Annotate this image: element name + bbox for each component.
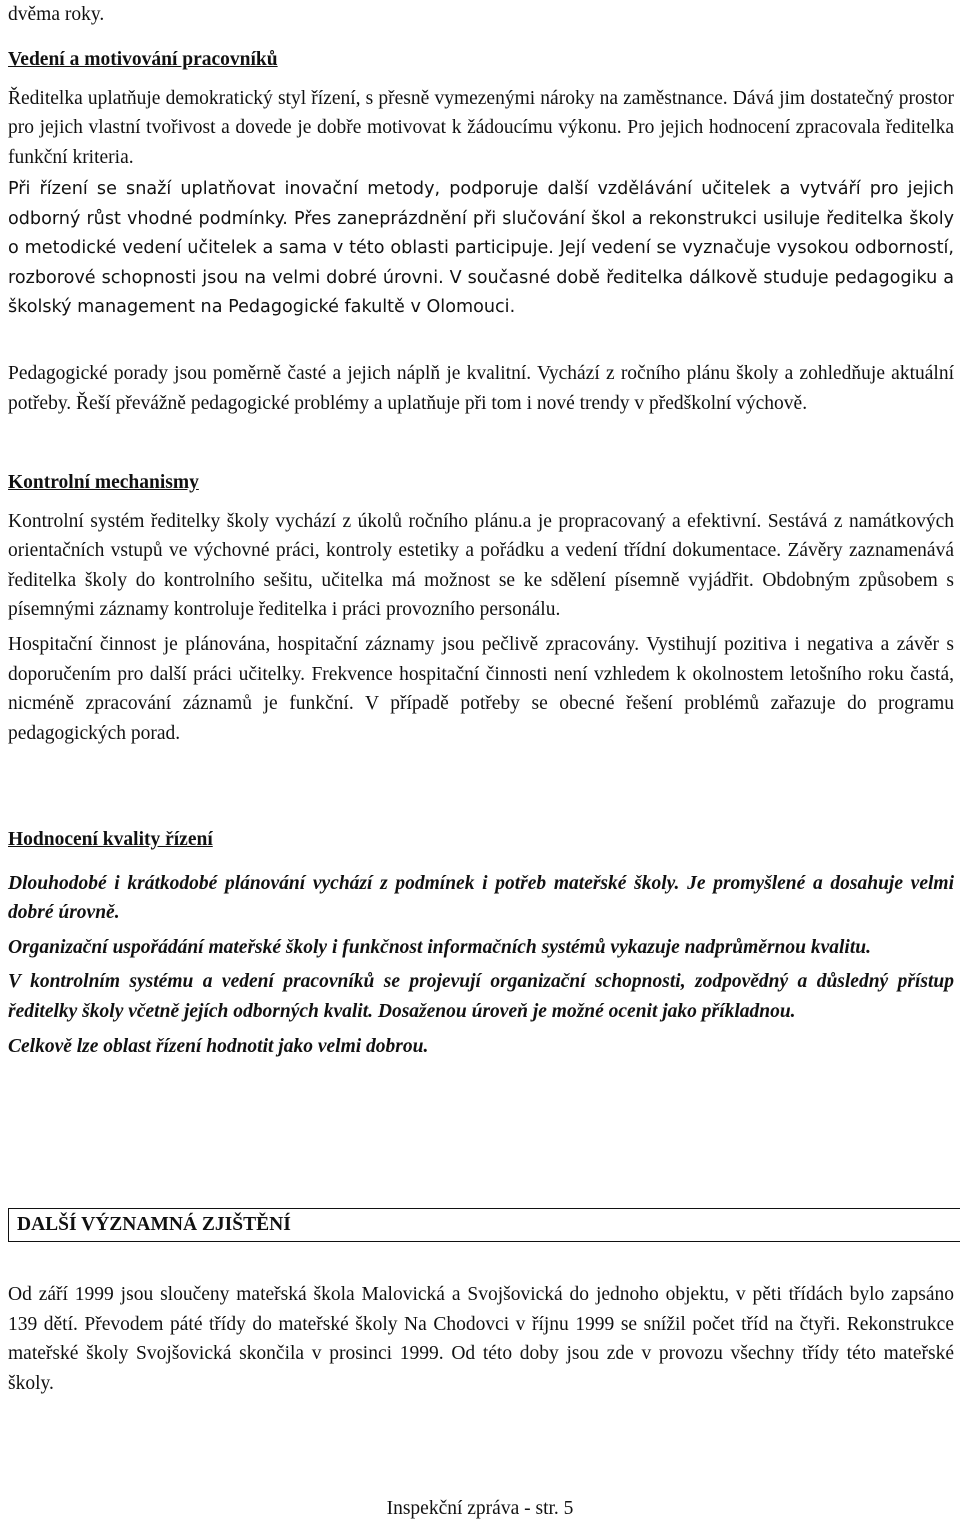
section-heading-vedeni: Vedení a motivování pracovníků [8,49,278,70]
section-heading-kontrolni: Kontrolní mechanismy [8,472,199,493]
section-kontrolni [8,468,954,748]
paragraph: Při řízení se snaží uplatňovat inovační metody, podporuje další vzdělávání učitelek a vytváří pro jejich odborný růst vhodné podmínky. Přes zaneprázdnění při slučování škol a rekonstrukci usiluje ředitelka školy o metodické vedení učitelek a sama v této oblasti participuje. Její vedení se vyznačuje vysokou odborností, rozborové schopnosti jsou na velmi dobré úrovni. V současné době ředitelka dálkově studuje pedagogiku a školský management na Pedagogické fakultě v Olomouci. [8,179,954,318]
section-vedeni-cont [8,175,954,328]
paragraph: V kontrolním systému a vedení pracovníků se projevují organizační schopnosti, zodpovědný a důsledný přístup ředitelky školy včetně jejích odborných kvalit. Dosaženou úroveň je možné ocenit jako příkladnou. [8,971,954,1022]
paragraph: Dlouhodobé i krátkodobé plánování vychází z podmínek i potřeb mateřské školy. Je promyšlené a dosahuje velmi dobré úrovně. [8,872,954,924]
paragraph: Pedagogické porady jsou poměrně časté a jejich náplň je kvalitní. Vychází z ročního plánu školy a zohledňuje aktuální potřeby. Řeší převážně pedagogické problémy a uplatňuje při tom i nové trendy v předškolní výchově. [8,363,954,414]
paragraph: Ředitelka uplatňuje demokratický styl řízení, s přesně vymezenými nároky na zaměstnance. Dává jim dostatečný prostor pro jejich vlastní tvořivost a dovede je dobře motivovat k žádoucímu výkonu. Pro jejich hodnocení zpracovala ředitelka funkční kriteria. [8,87,954,168]
section-vedeni-porady [8,359,954,418]
section-heading-dalsi: DALŠÍ VÝZNAMNÁ ZJIŠTĚNÍ [8,1208,960,1242]
page-footer: Inspekční zpráva - str. 5 [386,1498,574,1519]
paragraph: Celkově lze oblast řízení hodnotit jako velmi dobrou. [8,1035,429,1057]
paragraph: Kontrolní systém ředitelky školy vychází z úkolů ročního plánu.a je propracovaný a efektivní. Sestává z namátkových orientačních vstupů ve výchovné práci, kontroly estetiky a pořádku a vedení třídní dokumentace. Závěry zaznamenává ředitelka školy do kontrolního sešitu, učitelka má možnost se ke sdělení písemně vyjádřit. Obdobným způsobem s písemnými záznamy kontroluje ředitelka i práci provozního personálu. [8,510,954,621]
section-vedeni [8,45,954,172]
paragraph: Organizační uspořádání mateřské školy i funkčnost informačních systémů vykazuje nadprůměrnou kvalitu. [8,936,871,958]
top-line: dvěma roky. [8,4,105,25]
section-hodnoceni [8,825,954,1061]
paragraph: Od září 1999 jsou sloučeny mateřská škola Malovická a Svojšovická do jednoho objektu, v pěti třídách bylo zapsáno 139 dětí. Převodem páté třídy do mateřské školy Na Chodovci v říjnu 1999 se snížil počet tříd na čtyři. Rekonstrukce mateřské školy Svojšovická skončila v prosinci 1999. Od této doby jsou zde v provozu všechny třídy této mateřské školy. [8,1284,954,1394]
paragraph: Hospitační činnost je plánována, hospitační záznamy jsou pečlivě zpracovány. Vystihují pozitiva i negativa a závěr s doporučením pro další práci učitelky. Frekvence hospitační činnosti není vzhledem k okolnostem letošního roku častá, nicméně zpracování záznamů je funkční. V případě potřeby se obecné řešení problémů zařazuje do programu pedagogických porad. [8,633,954,744]
section-dalsi [8,1280,954,1398]
section-heading-hodnoceni: Hodnocení kvality řízení [8,829,213,850]
